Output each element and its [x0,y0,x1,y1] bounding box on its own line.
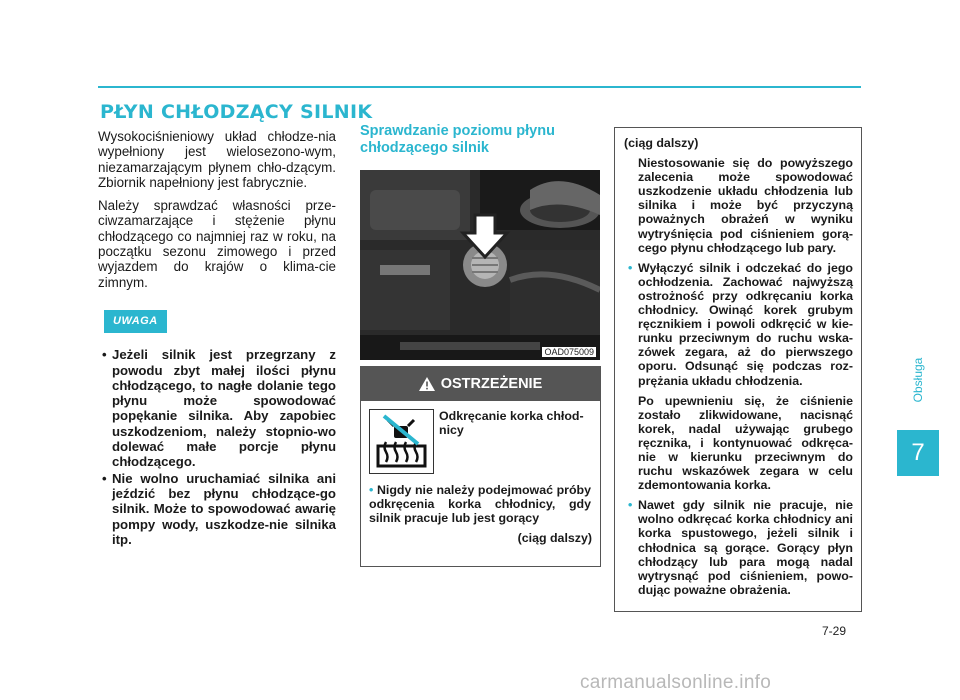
section-title: PŁYN CHŁODZĄCY SILNIK [100,101,373,123]
notice-item: • Nie wolno uruchamiać silnika ani jeździć bez płynu chłodzące-go silnik. Może to spowodować awarię pompy wody, uszkodze-nie silnika itp. [102,470,336,547]
watermark: carmanualsonline.info [580,672,772,693]
radiator-cap-hazard-icon [369,409,434,474]
warning-bullet: • Nigdy nie należy podejmować próby odkręcenia korka chłodnicy, gdy silnik pracuje lub jest gorący [369,483,591,525]
continuation-paragraph-1: Niestosowanie się do powyższego zalecenia może spowodować uszkodzenie układu chłodzenia lub silnika i może być przyczyną poważnych obrażeń w wyniku wytryśnięcia pod ciśnieniem gorą-cego płynu chłodzącego lub pary. [638,156,853,255]
continuation-box [614,127,862,612]
chapter-tab: 7 [897,430,939,476]
page-number: 7-29 [822,624,847,638]
bullet-icon: • [628,260,633,275]
warning-continued: (ciąg dalszy) [517,531,592,545]
notice-list [98,347,336,547]
bullet-icon: • [102,470,107,486]
bullet-icon: • [628,498,633,513]
intro-column [98,129,336,548]
notice-item: • Jeżeli silnik jest przegrzany z powodu zbyt małej ilości płynu chłodzącego, to nagłe dolanie tego płynu może spowodować popękanie silnika. Aby zapobiec uszkodzeniom, należy stopnio-wo dolewać małe porcje płynu chłodzącego. [102,347,336,470]
notice-badge: UWAGA [104,310,167,333]
photo-caption: OAD075009 [544,347,594,357]
engine-photo [360,170,600,360]
continuation-paragraph-2: Po upewnieniu się, że ciśnienie zostało zlikwidowane, nacisnąć korek, nadal używając grubego ręcznika, i kontynuować odkręca-nie w kierunku przeciwnym do ruchu wskazówek zegara w celu zdemontowania korka. [638,393,853,493]
warning-header [361,367,600,401]
chapter-label: Obsługa [911,357,925,403]
subheading: Sprawdzanie poziomu płynu chłodzącego silnik [360,123,555,156]
warning-header-text: OSTRZEŻENIE [440,376,543,392]
warning-triangle-icon [419,377,435,391]
warning-icon-caption: Odkręcanie korka chłod-nicy [439,409,584,437]
intro-paragraph-2: Należy sprawdzać własności prze-ciwzamarzające i stężenie płynu chłodzącego co najmniej raz w roku, na początku sezonu zimowego i przed wyjazdem do krajów o klima-cie zimnym. [98,198,336,290]
continuation-content [624,136,853,597]
intro-paragraph-1: Wysokociśnieniowy układ chłodze-nia wypełniony jest wielosezono-wym, niezamarzającym płynem chło-dzącym. Zbiornik napełniony jest fabrycznie. [98,129,336,190]
warning-box [360,366,601,567]
engine-bay-illustration [360,170,600,360]
header-rule [98,86,861,88]
bullet-icon: • [102,347,107,363]
bullet-icon: • [369,483,377,497]
continuation-heading: (ciąg dalszy) [624,136,699,150]
continuation-bullet-2: • Nawet gdy silnik nie pracuje, nie wolno odkręcać korka chłodnicy ani korka spustowego, jeżeli silnik i chłodnica są gorące. Gorący płyn chłodzący lub para mogą nadal wytrysnąć pod ciśnieniem, powo-dując poważne obrażenia. [628,498,853,597]
continuation-bullet-1: • Wyłączyć silnik i odczekać do jego ochłodzenia. Zachować najwyższą ostrożność przy odkręcaniu korka chłodnicy. Owinąć korek grubym ręcznikiem i powoli odkręcić w kie-runku przeciwnym do ruchu wska-zówek zegara, aż do pierwszego oporu. Odsunąć się podczas roz-prężania układu chłodzenia. [628,260,853,388]
